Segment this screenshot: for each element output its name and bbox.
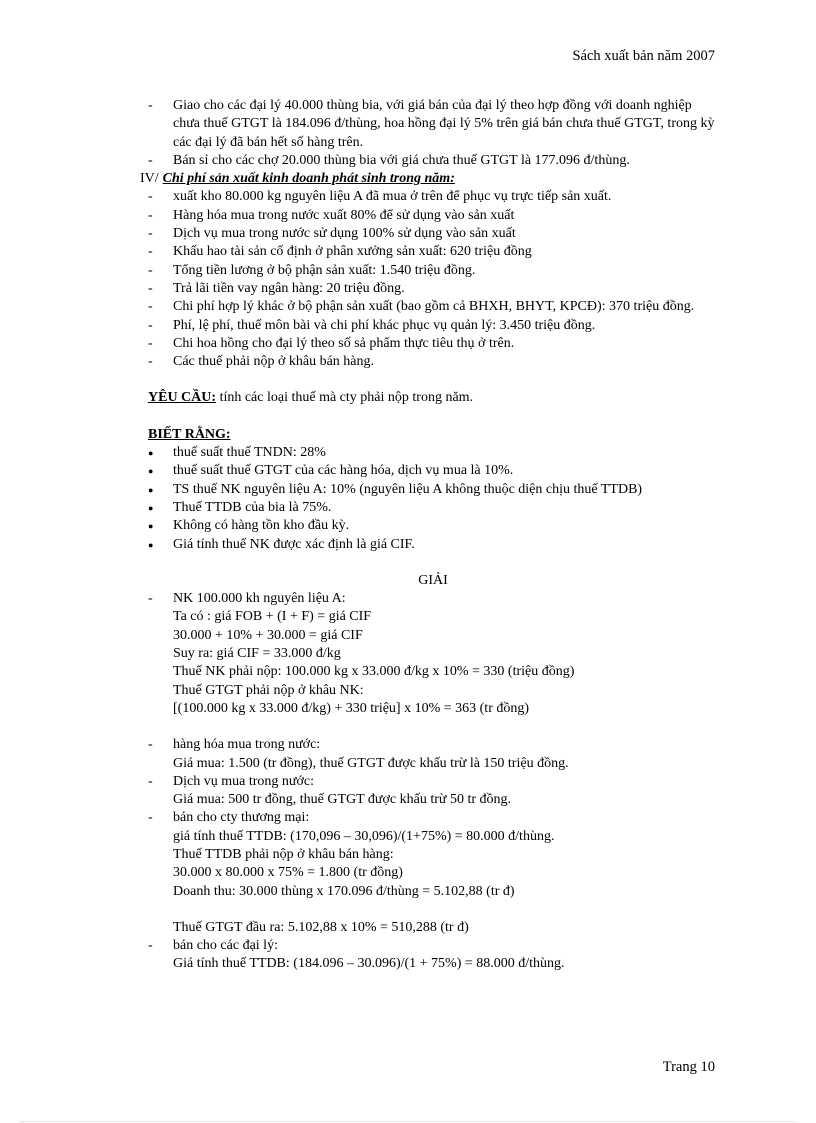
section-title: Chi phí sản xuất kinh doanh phát sinh trong năm: [162,171,455,187]
solution-step-import: - NK 100.000 kh nguyên liệu A: [148,590,718,608]
list-item: - Dịch vụ mua trong nước sử dụng 100% sử dụng vào sản xuất [148,225,718,243]
solution-line: [(100.000 kg x 33.000 đ/kg) + 330 triệu] x 10% = 363 (tr đồng) [173,700,530,716]
solution-line: Suy ra: giá CIF = 33.000 đ/kg [173,646,341,662]
running-header: Sách xuất bản năm 2007 [572,48,715,64]
bullet-item: ● thuế suất thuế GTGT của các hàng hóa, dịch vụ mua là 10%. [148,462,718,480]
bullet-item: ● TS thuế NK nguyên liệu A: 10% (nguyên liệu A không thuộc diện chịu thuế TTDB) [148,481,718,499]
document-body [140,97,718,974]
solution-line: Giá tính thuế TTDB: (184.096 – 30.096)/(1 + 75%) = 88.000 đ/thùng. [173,956,565,972]
list-item: - Hàng hóa mua trong nước xuất 80% để sử dụng vào sản xuất [148,207,718,225]
page-number: Trang 10 [662,1059,715,1075]
solution-line: Giá mua: 1.500 (tr đồng), thuế GTGT được khấu trừ là 150 triệu đồng. [173,755,569,771]
list-item: - xuất kho 80.000 kg nguyên liệu A đã mua ở trên để phục vụ trực tiếp sản xuất. [148,188,718,206]
requirement-line [148,389,718,407]
solution-line: Doanh thu: 30.000 thùng x 170.096 đ/thùng = 5.102,88 (tr đ) [173,883,515,899]
page-bottom-rule [20,1121,796,1122]
list-item: - Tổng tiền lương ở bộ phận sản xuất: 1.540 triệu đồng. [148,262,718,280]
solution-line: Thuế NK phải nộp: 100.000 kg x 33.000 đ/kg x 10% = 330 (triệu đồng) [173,664,575,680]
list-item: - Chi hoa hồng cho đại lý theo số sả phẩm thực tiêu thụ ở trên. [148,335,718,353]
requirement-label: YÊU CẦU: [148,390,217,406]
solution-step-services: - Dịch vụ mua trong nước: [148,773,718,791]
solution-line: Ta có : giá FOB + (I + F) = giá CIF [173,609,372,625]
known-label: BIẾT RẰNG: [148,426,231,442]
solution-line: 30.000 + 10% + 30.000 = giá CIF [173,627,363,643]
solution-line: giá tính thuế TTDB: (170,096 – 30,096)/(1+75%) = 80.000 đ/thùng. [173,828,555,844]
bullet-item: ● Thuế TTDB của bia là 75%. [148,499,718,517]
bullet-item: ● thuế suất thuế TNDN: 28% [148,444,718,462]
solution-line: Thuế GTGT đầu ra: 5.102,88 x 10% = 510,288 (tr đ) [173,919,469,935]
list-item: - Khấu hao tài sản cố định ở phân xưởng sản xuất: 620 triệu đồng [148,243,718,261]
solution-line: Giá mua: 500 tr đồng, thuế GTGT được khấu trừ 50 tr đồng. [173,792,512,808]
list-item: - Chi phí hợp lý khác ở bộ phận sản xuất (bao gồm cả BHXH, BHYT, KPCĐ): 370 triệu đồng. [148,298,718,316]
solution-step-agents: - bán cho các đại lý: [148,937,718,955]
list-item: - Phí, lệ phí, thuế môn bài và chi phí khác phục vụ quản lý: 3.450 triệu đồng. [148,317,718,335]
solution-title: GIẢI [418,572,448,588]
section-heading [140,170,718,188]
section-number: IV/ [140,171,159,187]
list-item: - Giao cho các đại lý 40.000 thùng bia, với giá bán của đại lý theo hợp đồng với doanh nghiệp chưa thuế GTGT là 184.096 đ/thùng, hoa hồng đại lý 5% trên giá bán chưa thuế GTGT, trong kỳ các đại lý đã bán hết số hàng trên. [148,97,718,152]
requirement-text: tính các loại thuế mà cty phải nộp trong năm. [219,390,474,406]
list-item: - Các thuế phải nộp ở khâu bán hàng. [148,353,718,371]
list-item: - Bán sỉ cho các chợ 20.000 thùng bia với giá chưa thuế GTGT là 177.096 đ/thùng. [148,152,718,170]
solution-line: Thuế GTGT phải nộp ở khâu NK: [173,682,364,698]
list-item: - Trả lãi tiền vay ngân hàng: 20 triệu đồng. [148,280,718,298]
bullet-item: ● Không có hàng tồn kho đầu kỳ. [148,517,718,535]
bullet-item: ● Giá tính thuế NK được xác định là giá CIF. [148,536,718,554]
solution-step-trading: - bán cho cty thương mại: [148,809,718,827]
solution-line: Thuế TTDB phải nộp ở khâu bán hàng: [173,846,394,862]
solution-line: 30.000 x 80.000 x 75% = 1.800 (tr đồng) [173,865,403,881]
solution-step-goods: - hàng hóa mua trong nước: [148,736,718,754]
